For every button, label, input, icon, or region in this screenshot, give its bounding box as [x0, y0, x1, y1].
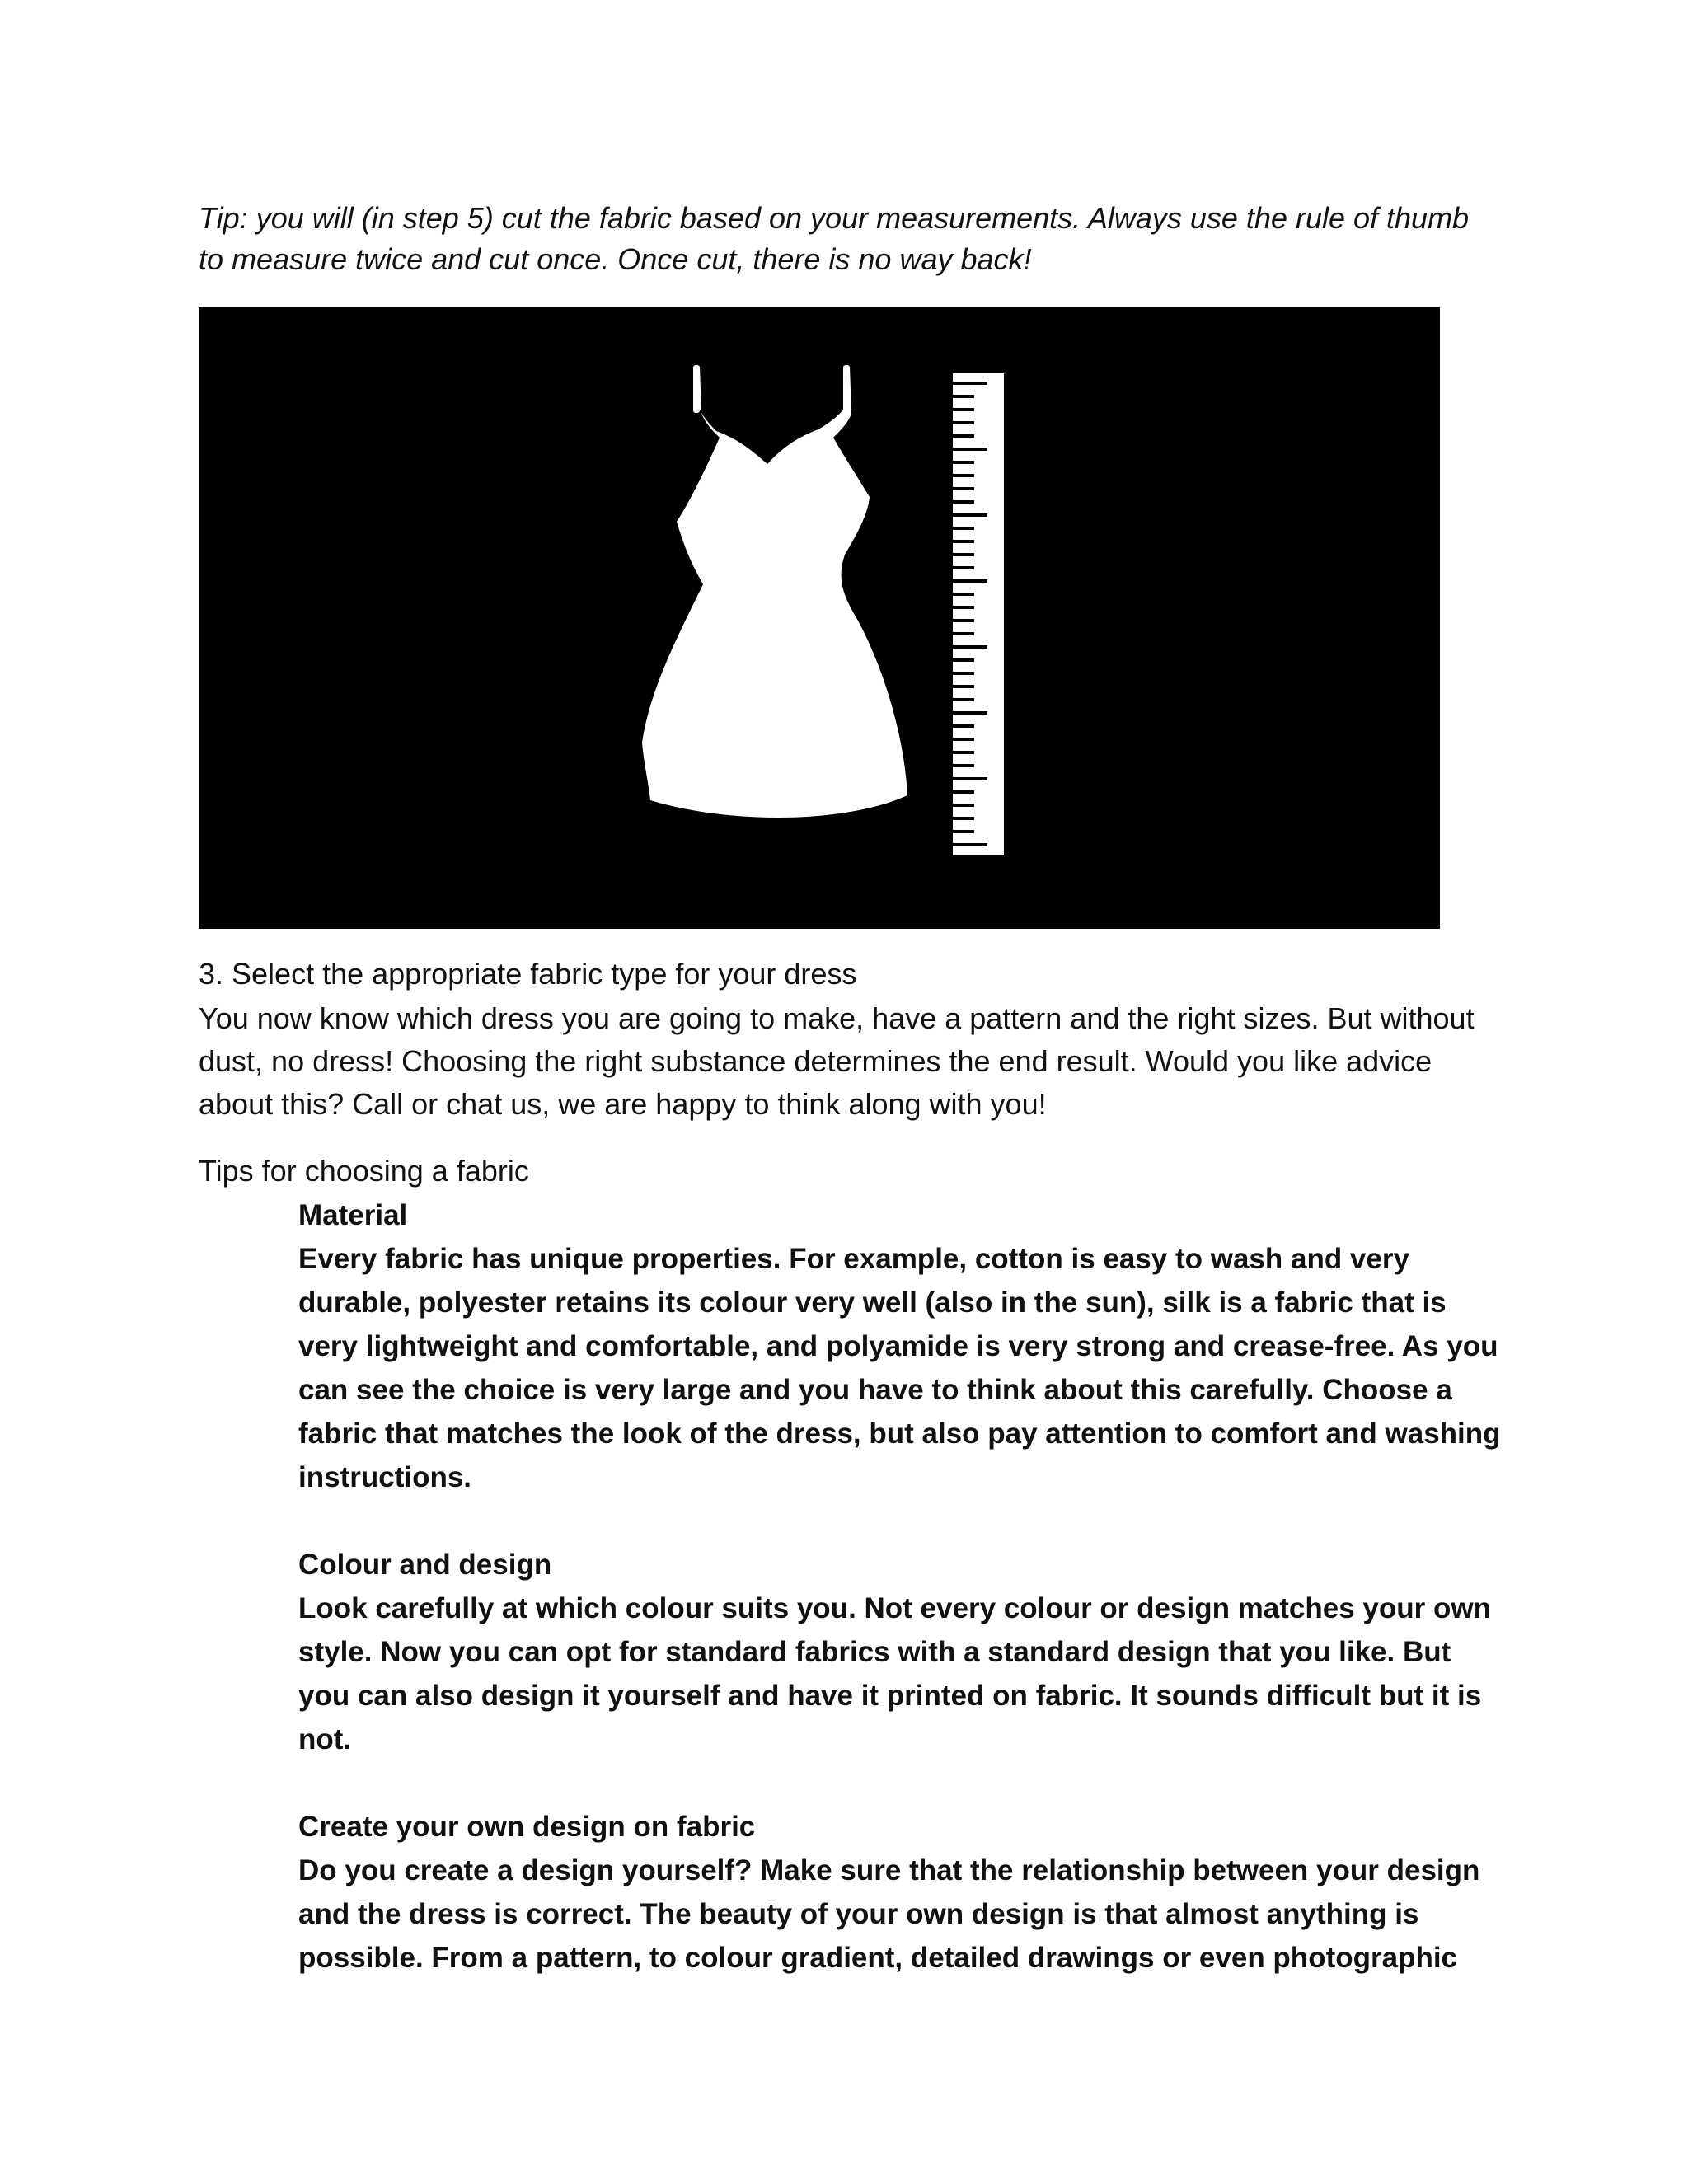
tip-item-own-design — [298, 1805, 1502, 1980]
tips-list — [298, 1193, 1502, 2023]
tip-heading: Material — [298, 1199, 408, 1231]
tip-heading: Colour and design — [298, 1549, 552, 1581]
tip-heading: Create your own design on fabric — [298, 1811, 756, 1843]
section-heading: 3. Select the appropriate fabric type for your dress — [199, 957, 857, 991]
tip-item-colour-design — [298, 1543, 1502, 1761]
section-intro-paragraph: You now know which dress you are going to make, have a pattern and the right sizes. But without dust, no dress! Choosing the right substance determines the end result. Would you like advice about this? Call or chat us, we are happy to think along with you! — [199, 1001, 1475, 1121]
dress-measurement-illustration — [199, 307, 1440, 929]
tip-body: Do you create a design yourself? Make sure that the relationship between your design and the dress is correct. The beauty of your own design is that almost anything is possible. From a pattern, to colour gradient, detailed drawings or even photographic — [298, 1854, 1480, 1974]
tips-title: Tips for choosing a fabric — [199, 1154, 529, 1188]
tip-body: Every fabric has unique properties. For example, cotton is easy to wash and very durable, polyester retains its colour very well (also in the sun), silk is a fabric that is very lightweight and comfortable, and polyamide is very strong and crease-free. As you can see the choice is very large and you have to think about this carefully. Choose a fabric that matches the look of the dress, but also pay attention to comfort and washing instructions. — [298, 1243, 1501, 1493]
tip-paragraph: Tip: you will (in step 5) cut the fabric based on your measurements. Always use the rule of thumb to measure twice and cut once. Once cut, there is no way back! — [199, 201, 1470, 276]
tip-body: Look carefully at which colour suits you. Not every colour or design matches your own style. Now you can opt for standard fabrics with a standard design that you like. But you can also design it yourself and have it printed on fabric. It sounds difficult but it is not. — [298, 1592, 1491, 1755]
tip-item-material — [298, 1193, 1502, 1499]
illustration-svg — [199, 307, 1440, 929]
measuring-ruler-icon — [953, 373, 1004, 855]
